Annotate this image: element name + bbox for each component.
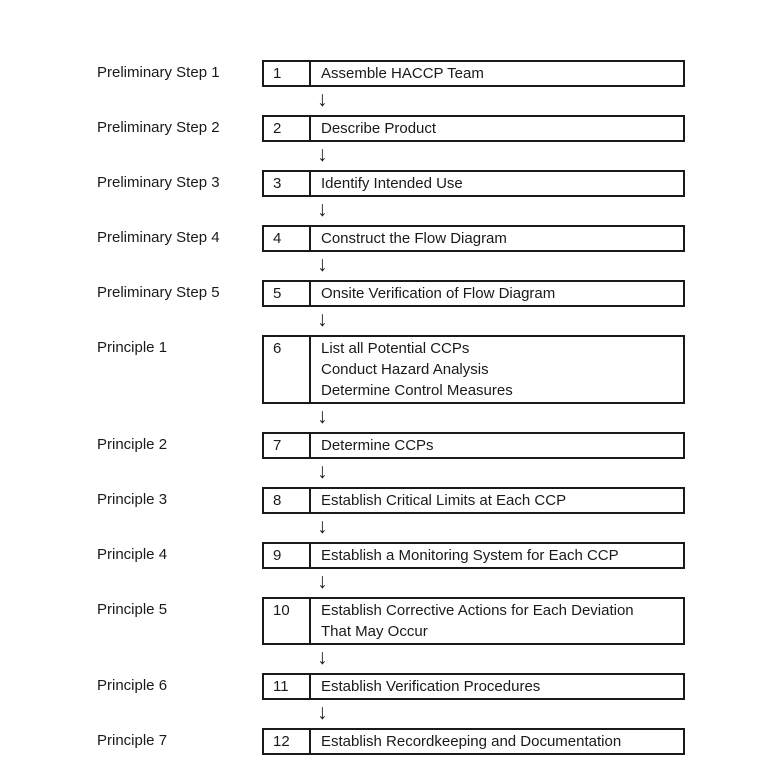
step-box bbox=[262, 115, 685, 142]
flow-row bbox=[0, 432, 780, 487]
down-arrow-icon: ↓ bbox=[317, 143, 328, 166]
step-text bbox=[311, 117, 683, 140]
step-text bbox=[311, 489, 683, 512]
step-number: 10 bbox=[264, 599, 311, 643]
flow-row bbox=[0, 487, 780, 542]
down-arrow-icon: ↓ bbox=[317, 198, 328, 221]
step-text-line: Assemble HACCP Team bbox=[321, 65, 484, 82]
step-text-line: List all Potential CCPs bbox=[321, 340, 470, 357]
step-number: 12 bbox=[264, 730, 311, 753]
step-text bbox=[311, 599, 683, 643]
step-text-line: Establish a Monitoring System for Each CCP bbox=[321, 547, 619, 564]
down-arrow-icon: ↓ bbox=[317, 253, 328, 276]
down-arrow-icon: ↓ bbox=[317, 701, 328, 724]
step-label: Principle 5 bbox=[97, 601, 168, 618]
down-arrow-icon: ↓ bbox=[317, 405, 328, 428]
flow-row bbox=[0, 542, 780, 597]
step-label: Preliminary Step 2 bbox=[97, 119, 220, 136]
step-text-line: Construct the Flow Diagram bbox=[321, 230, 507, 247]
step-text bbox=[311, 62, 683, 85]
step-number: 7 bbox=[264, 434, 311, 457]
step-number: 4 bbox=[264, 227, 311, 250]
step-box bbox=[262, 60, 685, 87]
step-label: Principle 4 bbox=[97, 546, 168, 563]
flow-row bbox=[0, 115, 780, 170]
step-text bbox=[311, 730, 683, 753]
step-box bbox=[262, 280, 685, 307]
step-number: 9 bbox=[264, 544, 311, 567]
flow-rows-container bbox=[0, 60, 780, 755]
step-text-line: Establish Corrective Actions for Each Deviation bbox=[321, 602, 634, 619]
step-box bbox=[262, 542, 685, 569]
step-label: Preliminary Step 1 bbox=[97, 64, 220, 81]
step-label: Preliminary Step 4 bbox=[97, 229, 220, 246]
step-number: 1 bbox=[264, 62, 311, 85]
step-text-line: Conduct Hazard Analysis bbox=[321, 361, 489, 378]
step-number: 8 bbox=[264, 489, 311, 512]
flow-row bbox=[0, 60, 780, 115]
down-arrow-icon: ↓ bbox=[317, 570, 328, 593]
step-text bbox=[311, 544, 683, 567]
flow-row bbox=[0, 673, 780, 728]
step-number: 5 bbox=[264, 282, 311, 305]
step-text-line: Onsite Verification of Flow Diagram bbox=[321, 285, 556, 302]
step-box bbox=[262, 597, 685, 645]
flow-row bbox=[0, 280, 780, 335]
step-text-line: Describe Product bbox=[321, 120, 437, 137]
step-number: 2 bbox=[264, 117, 311, 140]
step-label: Principle 2 bbox=[97, 436, 168, 453]
flow-row bbox=[0, 225, 780, 280]
step-text bbox=[311, 434, 683, 457]
flow-row bbox=[0, 728, 780, 755]
step-label: Preliminary Step 3 bbox=[97, 174, 220, 191]
step-label: Principle 7 bbox=[97, 732, 168, 749]
step-box bbox=[262, 673, 685, 700]
step-number: 6 bbox=[264, 337, 311, 402]
step-text-line: Determine CCPs bbox=[321, 437, 434, 454]
step-box bbox=[262, 225, 685, 252]
down-arrow-icon: ↓ bbox=[317, 308, 328, 331]
step-text-line: Establish Verification Procedures bbox=[321, 678, 541, 695]
step-text-line: Establish Recordkeeping and Documentation bbox=[321, 733, 622, 750]
step-text-line: Establish Critical Limits at Each CCP bbox=[321, 492, 567, 509]
step-text bbox=[311, 227, 683, 250]
flow-row bbox=[0, 335, 780, 432]
flow-row bbox=[0, 170, 780, 225]
step-text bbox=[311, 675, 683, 698]
step-label: Principle 3 bbox=[97, 491, 168, 508]
step-text-line: That May Occur bbox=[321, 623, 428, 640]
step-label: Principle 6 bbox=[97, 677, 168, 694]
step-number: 3 bbox=[264, 172, 311, 195]
down-arrow-icon: ↓ bbox=[317, 515, 328, 538]
flow-row bbox=[0, 597, 780, 673]
step-label: Preliminary Step 5 bbox=[97, 284, 220, 301]
step-box bbox=[262, 728, 685, 755]
down-arrow-icon: ↓ bbox=[317, 646, 328, 669]
step-number: 11 bbox=[264, 675, 311, 698]
down-arrow-icon: ↓ bbox=[317, 88, 328, 111]
step-text bbox=[311, 337, 683, 402]
step-box bbox=[262, 170, 685, 197]
step-text-line: Determine Control Measures bbox=[321, 382, 513, 399]
step-text bbox=[311, 282, 683, 305]
step-box bbox=[262, 335, 685, 404]
step-box bbox=[262, 432, 685, 459]
down-arrow-icon: ↓ bbox=[317, 460, 328, 483]
step-text bbox=[311, 172, 683, 195]
step-label: Principle 1 bbox=[97, 339, 168, 356]
step-box bbox=[262, 487, 685, 514]
step-text-line: Identify Intended Use bbox=[321, 175, 463, 192]
